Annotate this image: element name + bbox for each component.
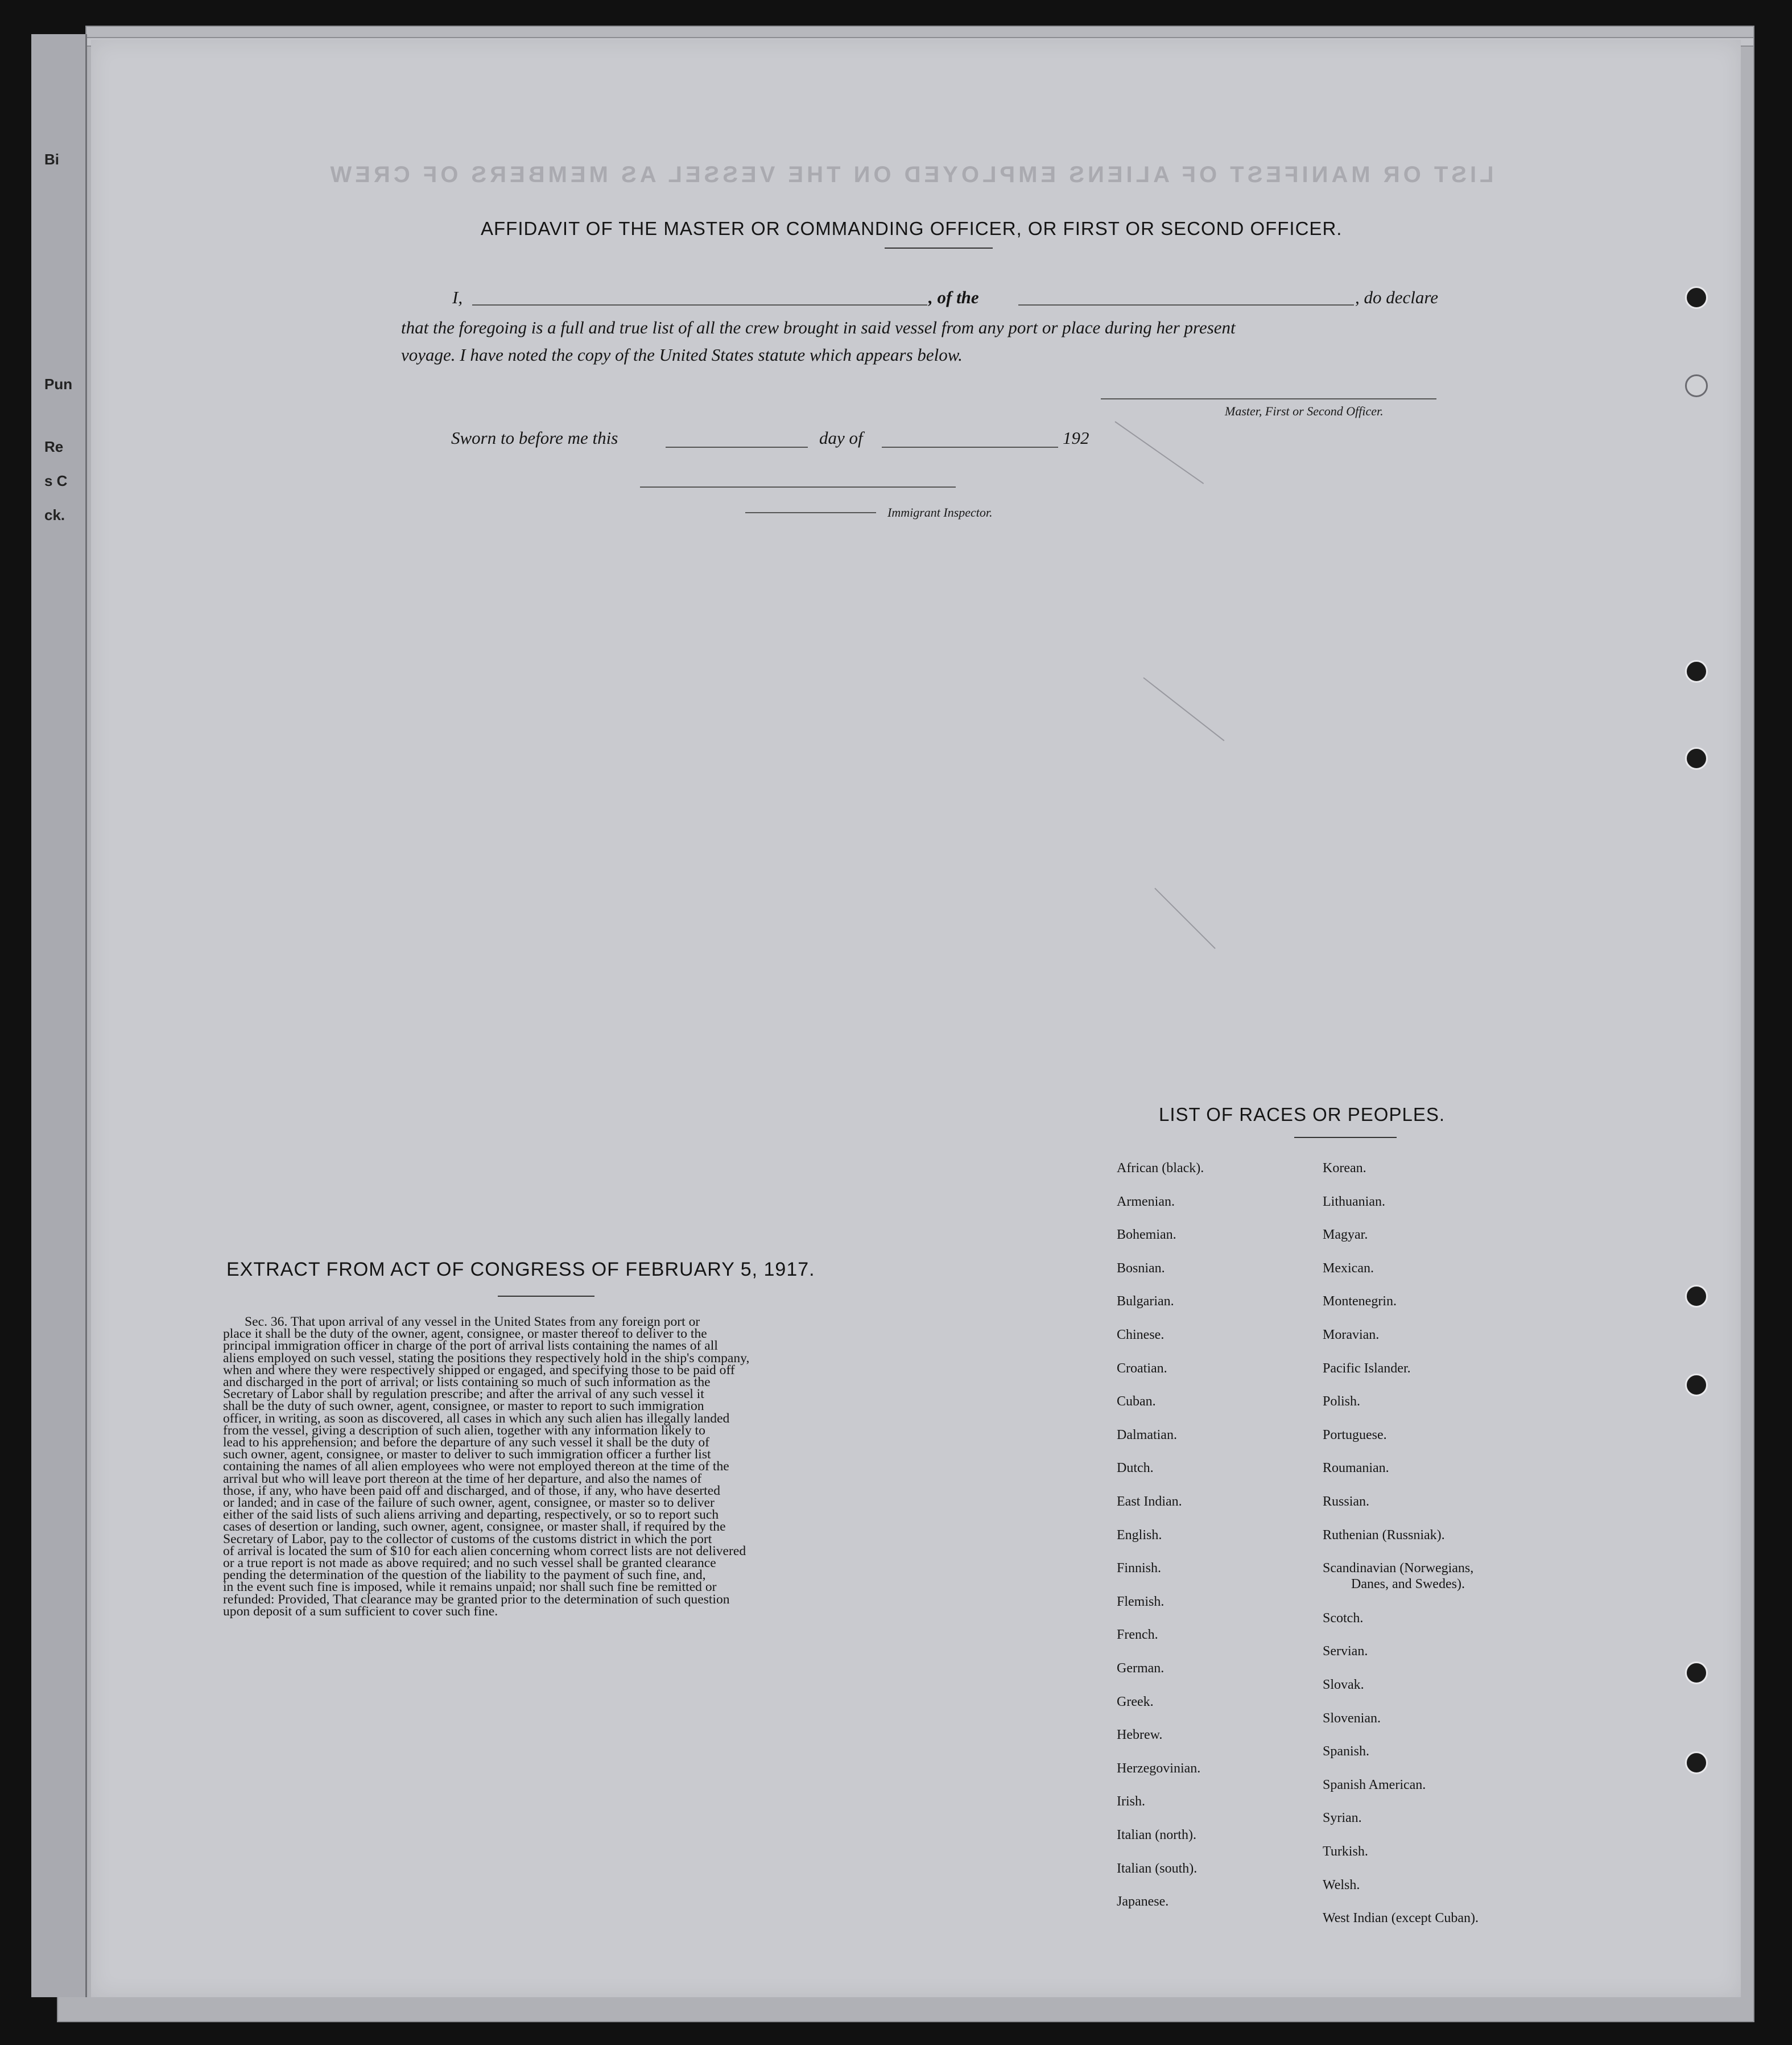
affidavit-line-3: voyage. I have noted the copy of the United States statute which appears below. [401,345,963,365]
extract-line: or landed; and in case of the failure of such owner, agent, consignee, or master so to deliver [223,1495,715,1511]
race-entry: Greek. [1117,1694,1154,1709]
race-entry: Portuguese. [1323,1427,1387,1442]
day-of-label: day of [819,428,863,448]
extract-line: officer, in writing, as soon as discovered, all cases in which any such alien has illegally landed [223,1411,730,1426]
month-blank[interactable] [882,447,1058,448]
extract-line: shall be the duty of such owner, agent, consignee, or master to report to such immigration [223,1399,704,1414]
race-entry: Flemish. [1117,1594,1165,1609]
race-entry: Korean. [1323,1161,1366,1176]
race-entry: English. [1117,1527,1162,1543]
race-entry: Ruthenian (Russniak). [1323,1527,1445,1543]
binder-hole [1685,286,1708,309]
race-entry: Moravian. [1323,1327,1380,1342]
extract-line: pending the determination of the question of the liability to the payment of such fine, and, [223,1568,706,1583]
binder-hole [1685,374,1708,397]
vessel-blank[interactable] [1018,304,1354,306]
race-entry: Welsh. [1323,1877,1360,1893]
extract-line: or a true report is not made as above required; and no such vessel shall be granted clearance [223,1556,716,1571]
race-entry: Danes, and Swedes). [1351,1576,1465,1592]
extract-title: EXTRACT FROM ACT OF CONGRESS OF FEBRUARY 5, 1917. [226,1259,815,1280]
races-title: LIST OF RACES OR PEOPLES. [1159,1104,1446,1125]
extract-line: from the vessel, giving a description of such alien, together with any information likely to [223,1423,705,1438]
extract-line: lead to his apprehension; and before the departure of any such vessel it shall be the duty of [223,1435,710,1450]
race-entry: French. [1117,1627,1158,1643]
underlying-page-edge [31,34,87,1997]
race-entry: Russian. [1323,1494,1370,1509]
extract-line: in the event such fine is imposed, while it remains unpaid; nor shall such fine be remitted or [223,1580,717,1595]
race-entry: Italian (south). [1117,1861,1198,1876]
affidavit-line-2: that the foregoing is a full and true list of all the crew brought in said vessel from any port or place during her present [401,318,1236,337]
signature-caption: Master, First or Second Officer. [1225,404,1384,418]
binder-hole [1685,1374,1708,1396]
extract-line: Secretary of Labor shall by regulation prescribe; and after the arrival of any such vessel it [223,1387,704,1402]
race-entry: Japanese. [1117,1894,1169,1910]
bleed-through-title: LIST OR MANIFEST OF ALIENS EMPLOYED ON THE VESSEL AS MEMBERS OF CREW [327,162,1494,187]
race-entry: Herzegovinian. [1117,1760,1201,1776]
extract-line: principal immigration officer in charge of the port of arrival lists containing the names of all [223,1338,718,1354]
race-entry: Dalmatian. [1117,1427,1177,1442]
inspector-caption: Immigrant Inspector. [887,505,993,520]
edge-fragment: ck. [44,506,65,523]
edge-fragment: Re [44,438,64,455]
do-declare-label: , do declare [1355,287,1439,307]
race-entry: Bohemian. [1117,1227,1176,1243]
extract-line: upon deposit of a sum sufficient to cover such fine. [223,1603,498,1619]
inspector-line[interactable] [640,486,956,488]
race-entry: Scandinavian (Norwegians, [1323,1561,1474,1576]
affidavit-i-label: I, [452,287,463,307]
extract-line: place it shall be the duty of the owner, agent, consignee, or master thereof to deliver to the [223,1326,707,1342]
race-entry: Magyar. [1323,1227,1368,1243]
race-entry: Italian (north). [1117,1828,1196,1842]
race-entry: East Indian. [1117,1494,1182,1509]
name-blank[interactable] [472,304,927,306]
binder-hole [1685,747,1708,770]
race-entry: African (black). [1117,1161,1204,1176]
race-entry: Chinese. [1117,1327,1165,1342]
race-entry: Servian. [1323,1644,1368,1659]
race-entry: Irish. [1117,1794,1145,1809]
binder-hole [1685,660,1708,683]
binder-hole [1685,1285,1708,1308]
race-entry: Montenegrin. [1323,1294,1397,1309]
binder-hole [1685,1661,1708,1684]
race-entry: Bosnian. [1117,1260,1165,1276]
year-label: 192 [1063,428,1089,448]
extract-line: aliens employed on such vessel, stating the positions they respectively hold in the ship's company, [223,1350,750,1366]
edge-fragment: Pun [44,376,73,393]
extract-line: either of the said lists of such aliens arriving and departing, respectively, or so to report such [223,1507,719,1523]
extract-line: refunded: Provided, That clearance may be granted prior to the determination of such question [223,1592,730,1607]
extract-line: cases of desertion or landing, such owner, agent, consignee, or master shall, if required by the [223,1519,726,1535]
race-entry: Polish. [1323,1394,1361,1409]
race-entry: Spanish American. [1323,1777,1426,1792]
race-entry: Slovenian. [1323,1710,1381,1726]
extract-line: arrival but who will leave port thereon at the time of her departure, and also the names of [223,1471,702,1486]
day-blank[interactable] [666,447,808,448]
race-entry: Armenian. [1117,1194,1175,1209]
extract-line: when and where they were respectively shipped or engaged, and specifying those to be paid off [223,1362,735,1378]
affidavit-title: AFFIDAVIT OF THE MASTER OR COMMANDING OFFICER, OR FIRST OR SECOND OFFICER. [481,218,1343,239]
extract-line: Secretary of Labor, pay to the collector of customs of the customs district in which the port [223,1531,712,1547]
race-entry: Dutch. [1117,1461,1154,1476]
race-entry: Slovak. [1323,1677,1364,1692]
signature-line[interactable] [1101,398,1436,399]
race-entry: West Indian (except Cuban). [1323,1911,1479,1926]
sworn-label: Sworn to before me this [451,428,618,448]
race-entry: Finnish. [1117,1561,1162,1576]
race-entry: Hebrew. [1117,1727,1163,1743]
extract-line: those, if any, who have been paid off and discharged, and of those, if any, who have deserted [223,1483,721,1498]
extract-line: Sec. 36. That upon arrival of any vessel in the United States from any foreign port or [245,1314,700,1329]
title-rule [885,248,993,249]
extract-text [223,1316,861,1618]
race-entry: Spanish. [1323,1744,1370,1759]
race-entry: Roumanian. [1323,1461,1389,1476]
edge-fragment: s C [44,472,68,489]
race-entry: Cuban. [1117,1394,1156,1409]
extract-line: containing the names of all alien employees who were not employed thereon at the time of the [223,1459,729,1474]
race-entry: Croatian. [1117,1360,1167,1376]
extract-line: and discharged in the port of arrival; or lists containing so much of such information as the [223,1375,711,1390]
race-entry: Pacific Islander. [1323,1360,1411,1376]
race-entry: Turkish. [1323,1844,1368,1859]
extract-line: such owner, agent, consignee, or master to deliver to such immigration officer a further list [223,1447,711,1462]
binder-hole [1685,1751,1708,1774]
race-entry: Lithuanian. [1323,1194,1385,1209]
of-the-label: , of the [928,287,979,307]
race-entry: German. [1117,1661,1165,1676]
extract-rule [498,1296,594,1297]
race-entry: Syrian. [1323,1811,1362,1826]
edge-fragment: Bi [44,151,59,168]
extract-line: of arrival is located the sum of $10 for each alien concerning whom correct lists are not delivered [223,1543,746,1559]
race-entry: Scotch. [1323,1610,1364,1626]
race-entry: Bulgarian. [1117,1294,1174,1309]
race-entry: Mexican. [1323,1260,1374,1276]
inspector-subline [745,512,876,513]
races-rule [1294,1137,1397,1138]
